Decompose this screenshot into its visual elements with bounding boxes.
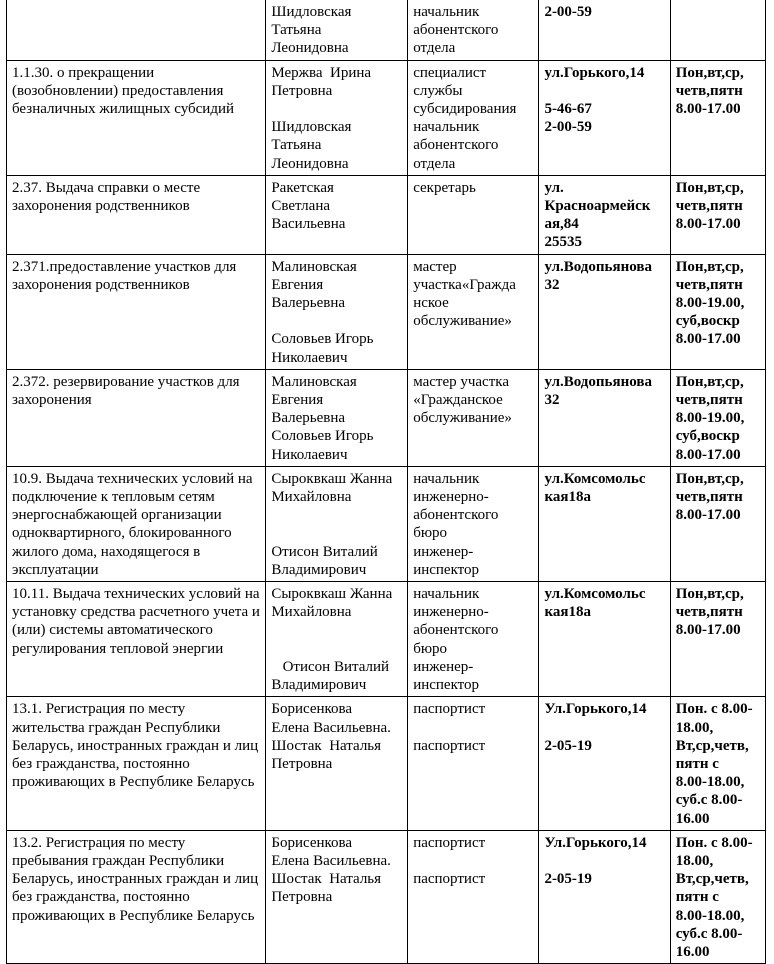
cell-line: Пон. с 8.00- — [675, 834, 753, 851]
cell-line: ая,84 — [544, 216, 579, 233]
service-cell — [7, 254, 266, 369]
service-cell — [7, 830, 266, 963]
cell-line: Николаевич — [271, 349, 348, 366]
cell-line: службы — [413, 82, 463, 99]
service-text: 2.37. Выдача справки о месте захоронения родственников — [12, 179, 201, 215]
cell-line: Красноармейск — [544, 198, 651, 215]
cell-line: Малиновская — [271, 373, 357, 390]
responsible-cell — [266, 697, 408, 830]
blank-line — [271, 312, 403, 330]
address-phone-cell — [539, 697, 670, 830]
cell-line: 8.00-18.00, — [675, 907, 745, 924]
cell-line: Елена Васильевна. — [271, 852, 391, 869]
cell-line: Михайловна — [271, 604, 352, 621]
cell-line: «Гражданское — [413, 392, 503, 409]
hours-cell — [670, 466, 765, 581]
address-phone-cell — [539, 254, 670, 369]
table-body — [7, 0, 766, 964]
hours-cell — [670, 697, 765, 830]
cell-line: начальник — [413, 119, 480, 136]
cell-line: Евгения — [271, 392, 324, 409]
cell-line: 8.00-17.00 — [675, 446, 741, 463]
address-phone-cell — [539, 175, 670, 254]
blank-line — [271, 100, 403, 118]
position-cell — [408, 0, 539, 60]
cell-line: Сыроквкаш Жанна — [271, 586, 393, 603]
cell-line: абонентского — [413, 22, 499, 39]
cell-line: Пон. с 8.00- — [675, 701, 753, 718]
table-row — [7, 254, 766, 369]
service-text: 2.372. резервирование участков для захоронения — [12, 373, 240, 409]
hours-cell — [670, 254, 765, 369]
service-cell — [7, 60, 266, 175]
table-row — [7, 60, 766, 175]
cell-line: инспектор — [413, 561, 480, 578]
cell-line: кая18а — [544, 604, 591, 621]
cell-line: Валерьевна — [271, 410, 346, 427]
blank-line — [271, 621, 403, 639]
cell-line: 16.00 — [675, 810, 710, 827]
cell-line: начальник — [413, 470, 480, 487]
cell-line: 32 — [544, 392, 560, 409]
blank-line — [271, 640, 403, 658]
table-row — [7, 175, 766, 254]
hours-cell — [670, 582, 765, 697]
cell-line: 2-05-19 — [544, 737, 592, 754]
cell-line: 8.00-18.00, — [675, 774, 745, 791]
table-row — [7, 830, 766, 963]
cell-line: отдела — [413, 155, 456, 172]
table-row — [7, 697, 766, 830]
cell-line: четв,пятн — [675, 198, 743, 215]
cell-line: Вт,ср,четв, — [675, 737, 749, 754]
table-row — [7, 582, 766, 697]
cell-line: 18.00, — [675, 719, 714, 736]
cell-line: отдела — [413, 40, 456, 57]
cell-line: Шостак Наталья — [271, 871, 382, 888]
cell-line: Владимирович — [271, 561, 367, 578]
cell-line: 8.00-17.00 — [675, 622, 741, 639]
cell-line: абонентского — [413, 622, 499, 639]
service-text: 10.9. Выдача технических условий на подключение к тепловым сетям энергоснабжающей организации одноквартирного, блокированного жилого дома, находящегося в эксплуатации — [12, 470, 253, 578]
cell-line: Пон,вт,ср, — [675, 64, 744, 81]
cell-line: паспортист — [413, 871, 486, 888]
address-phone-cell — [539, 830, 670, 963]
position-cell — [408, 175, 539, 254]
cell-line: 8.00-17.00 — [675, 101, 741, 118]
responsible-cell — [266, 466, 408, 581]
cell-line: мастер — [413, 258, 457, 275]
cell-line: инженер- — [413, 543, 474, 560]
cell-line: инженер- — [413, 658, 474, 675]
hours-cell — [670, 369, 765, 466]
hours-cell — [670, 60, 765, 175]
cell-line: абонентского — [413, 137, 499, 154]
address-phone-cell — [539, 466, 670, 581]
table-row — [7, 0, 766, 60]
hours-cell — [670, 830, 765, 963]
cell-line: мастер участка — [413, 373, 509, 390]
address-phone-cell — [539, 582, 670, 697]
cell-line: суб,воскр — [675, 313, 740, 330]
service-cell — [7, 0, 266, 60]
cell-line: Ул.Горького,14 — [544, 701, 647, 718]
cell-line: бюро — [413, 640, 448, 657]
cell-line: Ул.Горького,14 — [544, 834, 647, 851]
service-cell — [7, 697, 266, 830]
responsible-cell — [266, 175, 408, 254]
blank-line — [544, 852, 665, 870]
cell-line: начальник — [413, 4, 480, 20]
cell-line: Пон,вт,ср, — [675, 373, 744, 390]
cell-line: Шидловская — [271, 4, 352, 20]
cell-line: 2-05-19 — [544, 871, 592, 888]
cell-line: Сыроквкаш Жанна — [271, 470, 393, 487]
cell-line: четв,пятн — [675, 489, 743, 506]
cell-line: Пон,вт,ср, — [675, 586, 744, 603]
position-cell — [408, 582, 539, 697]
cell-line: 8.00-17.00 — [675, 216, 741, 233]
position-cell — [408, 60, 539, 175]
cell-line: 18.00, — [675, 852, 714, 869]
cell-line: специалист — [413, 64, 487, 81]
cell-line: Ракетская — [271, 179, 334, 196]
cell-line: Светлана — [271, 198, 331, 215]
cell-line: кая18а — [544, 489, 591, 506]
position-cell — [408, 369, 539, 466]
cell-line: Валерьевна — [271, 295, 346, 312]
cell-line: пятн с — [675, 755, 719, 772]
service-cell — [7, 466, 266, 581]
responsible-cell — [266, 582, 408, 697]
cell-line: Соловьев Игорь — [271, 428, 374, 445]
cell-line: Шостак Наталья — [271, 737, 382, 754]
table-row — [7, 369, 766, 466]
cell-line: паспортист — [413, 737, 486, 754]
responsible-cell — [266, 0, 408, 60]
cell-line: Васильевна — [271, 216, 346, 233]
responsible-cell — [266, 254, 408, 369]
cell-line: нское — [413, 295, 449, 312]
blank-line — [413, 719, 534, 737]
service-text: 2.371.предоставление участков для захоронения родственников — [12, 258, 237, 293]
cell-line: четв,пятн — [675, 82, 743, 99]
cell-line: 8.00-19.00, — [675, 295, 745, 312]
cell-line: 5-46-67 — [544, 101, 592, 117]
cell-line: Малиновская — [271, 258, 357, 275]
cell-line: четв,пятн — [675, 392, 743, 409]
service-text: 1.1.30. о прекращении (возобновлении) предоставления безналичных жилищных субсидий — [12, 64, 235, 118]
hours-cell — [670, 175, 765, 254]
cell-line: Евгения — [271, 276, 324, 293]
cell-line: Борисенкова — [271, 701, 353, 718]
address-phone-cell — [539, 60, 670, 175]
cell-line: ул.Водопьянова — [544, 373, 652, 390]
service-cell — [7, 369, 266, 466]
cell-line: начальник — [413, 586, 480, 603]
cell-line: обслуживание» — [413, 313, 512, 330]
cell-line: 32 — [544, 276, 560, 293]
cell-line: 25535 — [544, 234, 582, 251]
cell-line: Петровна — [271, 82, 333, 99]
position-cell — [408, 254, 539, 369]
cell-line: Мержва Ирина — [271, 64, 372, 81]
cell-line: Отисон Виталий — [271, 658, 390, 675]
hours-cell — [670, 0, 765, 60]
cell-line: Татьяна — [271, 137, 322, 154]
cell-line: паспортист — [413, 834, 486, 851]
cell-line: Борисенкова — [271, 834, 353, 851]
cell-line: ул.Горького,14 — [544, 64, 645, 81]
cell-line: Петровна — [271, 755, 333, 772]
address-phone-cell — [539, 0, 670, 60]
cell-line: ул.Комсомольс — [544, 586, 646, 603]
responsible-cell — [266, 830, 408, 963]
cell-line: Вт,ср,четв, — [675, 871, 749, 888]
service-text: 10.11. Выдача технических условий на установку средства расчетного учета и (или) системы автоматического регулирования тепловой энергии — [12, 586, 260, 657]
position-cell — [408, 697, 539, 830]
cell-line: пятн с — [675, 889, 719, 906]
address-phone-cell — [539, 369, 670, 466]
cell-line: Леонидовна — [271, 40, 349, 57]
cell-line: ул.Водопьянова — [544, 258, 652, 275]
cell-line: 2-00-59 — [544, 119, 592, 136]
cell-line: Пон,вт,ср, — [675, 470, 744, 487]
cell-line: паспортист — [413, 701, 486, 718]
cell-line: Пон,вт,ср, — [675, 179, 744, 196]
cell-line: суб,воскр — [675, 428, 740, 445]
cell-line: Михайловна — [271, 489, 352, 506]
cell-line: абонентского — [413, 507, 499, 524]
responsible-cell — [266, 60, 408, 175]
cell-line: Елена Васильевна. — [271, 719, 391, 736]
cell-line: суб.с 8.00- — [675, 792, 743, 809]
blank-line — [271, 524, 403, 542]
blank-line — [544, 82, 665, 100]
responsible-cell — [266, 369, 408, 466]
cell-line: Владимирович — [271, 677, 367, 694]
cell-line: участка«Гражда — [413, 276, 516, 293]
cell-line: ул. — [544, 179, 564, 196]
position-cell — [408, 830, 539, 963]
cell-line: суб.с 8.00- — [675, 925, 743, 942]
cell-line: 2-00-59 — [544, 4, 592, 20]
cell-line: инженерно- — [413, 489, 489, 506]
cell-line: бюро — [413, 525, 448, 542]
position-cell — [408, 466, 539, 581]
cell-line: 8.00-19.00, — [675, 410, 745, 427]
services-table — [6, 0, 766, 964]
cell-line: Татьяна — [271, 22, 322, 39]
table-row — [7, 466, 766, 581]
cell-line: 8.00-17.00 — [675, 507, 741, 524]
cell-line: Отисон Виталий — [271, 543, 378, 560]
service-text: 13.1. Регистрация по месту жительства граждан Республики Беларусь, иностранных граждан и лиц без гражданства, постоянно проживающих в Республике Беларусь — [12, 701, 259, 791]
cell-line: 8.00-17.00 — [675, 331, 741, 348]
cell-line: Николаевич — [271, 446, 348, 463]
cell-line: инспектор — [413, 677, 480, 694]
blank-line — [544, 719, 665, 737]
service-cell — [7, 582, 266, 697]
cell-line: 16.00 — [675, 943, 710, 960]
blank-line — [271, 506, 403, 524]
cell-line: четв,пятн — [675, 276, 743, 293]
cell-line: обслуживание» — [413, 410, 512, 427]
cell-line: Соловьев Игорь — [271, 331, 374, 348]
service-text: 13.2. Регистрация по месту пребывания граждан Республики Беларусь, иностранных граждан и лиц без гражданства, постоянно проживающих в Республике Беларусь — [12, 834, 259, 924]
cell-line: Леонидовна — [271, 155, 349, 172]
cell-line: инженерно- — [413, 604, 489, 621]
blank-line — [413, 852, 534, 870]
cell-line: Шидловская — [271, 119, 352, 136]
cell-line: ул.Комсомольс — [544, 470, 646, 487]
cell-line: Петровна — [271, 889, 333, 906]
cell-line: субсидирования — [413, 101, 517, 118]
cell-line: четв,пятн — [675, 604, 743, 621]
service-cell — [7, 175, 266, 254]
cell-line: Пон,вт,ср, — [675, 258, 744, 275]
cell-line: секретарь — [413, 179, 476, 196]
